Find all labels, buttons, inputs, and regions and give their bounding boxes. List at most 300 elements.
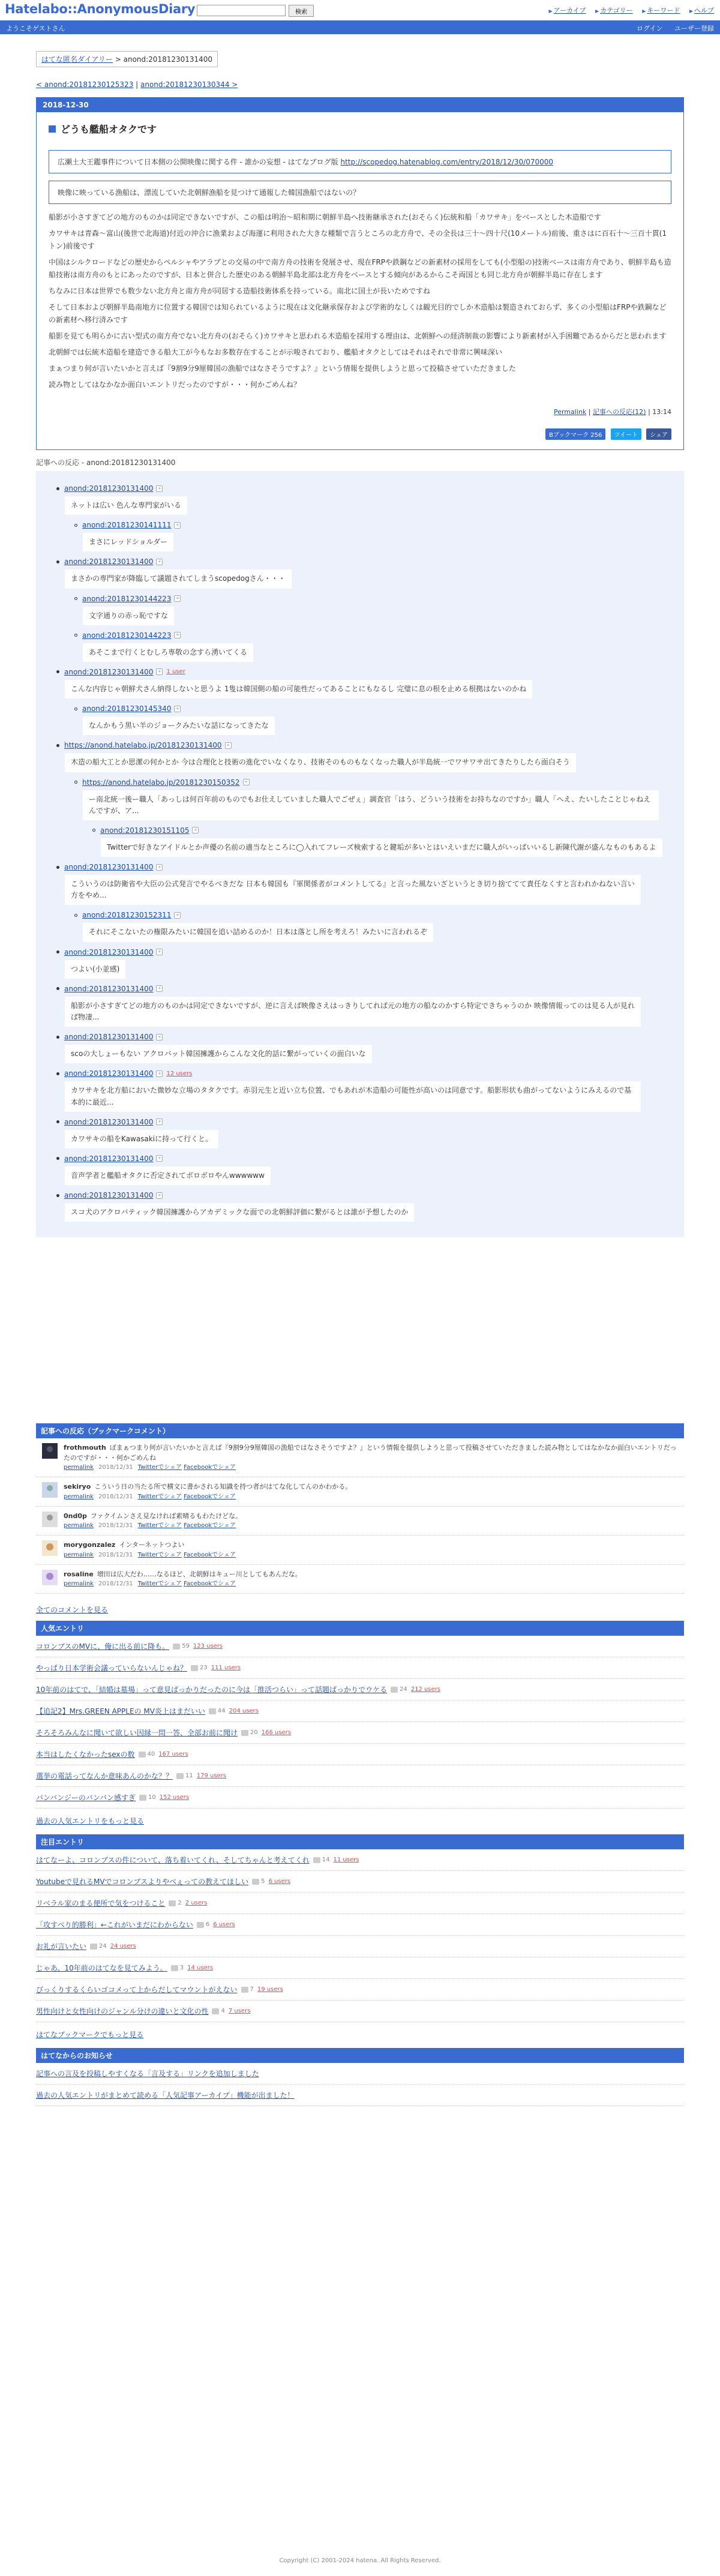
reaction-body: あそこまで行くとむしろ専敬の念すら湧いてくる [83, 643, 253, 662]
comment-icon [241, 1987, 248, 1993]
bullet-icon [56, 1072, 59, 1075]
breadcrumb [36, 51, 684, 67]
search-input[interactable] [197, 5, 286, 16]
share-twitter[interactable]: Twitterでシェア [137, 1581, 182, 1588]
reactions-link[interactable]: 記事への反応(12) [593, 408, 646, 416]
quote-box [49, 150, 671, 173]
expand-icon[interactable]: + [243, 779, 250, 785]
prev-entry-link[interactable]: < anond:20181230125323 [36, 80, 134, 89]
comment-count [169, 1900, 181, 1906]
reaction-link[interactable]: https://anond.hatelabo.jp/20181230150352 [82, 778, 240, 787]
nav-archive-label[interactable]: アーカイブ [553, 7, 586, 14]
nav-help-label[interactable]: ヘルプ [694, 7, 714, 14]
breadcrumb-box [36, 51, 218, 67]
popular-entry [36, 1765, 684, 1787]
comment-count [209, 1708, 226, 1714]
nav-category-label[interactable]: カテゴリー [600, 7, 633, 14]
reaction-item [92, 826, 672, 857]
share-facebook[interactable]: Facebookでシェア [184, 1464, 236, 1471]
comment-icon [241, 1730, 248, 1736]
bookmark-users-count[interactable]: 2 users [185, 1900, 208, 1907]
attention-entries-header: 注目エントリ [36, 1834, 684, 1849]
reaction-link[interactable]: anond:20181230144223 [82, 631, 172, 640]
popular-entry-link[interactable]: 【追記2】Mrs.GREEN APPLEの MV炎上はまだいい [36, 1707, 205, 1716]
bookmark-user[interactable]: morygonzalez [64, 1541, 116, 1549]
hatena-bookmark-button[interactable]: Bブックマーク 256 [545, 428, 605, 440]
expand-icon[interactable]: + [156, 864, 163, 871]
bookmark-users-count[interactable]: 111 users [211, 1665, 241, 1672]
attention-entry [36, 1979, 684, 2001]
share-twitter[interactable]: Twitterでシェア [137, 1493, 182, 1500]
triangle-icon: ▶ [548, 8, 553, 14]
bookmark-date: 2018/12/31 [98, 1464, 133, 1471]
popular-entry [36, 1657, 684, 1679]
register-link[interactable]: ユーザー登録 [674, 25, 714, 32]
reaction-item [56, 557, 672, 588]
entry-time: 13:14 [652, 408, 671, 416]
expand-icon[interactable]: + [156, 1070, 163, 1077]
bookmark-users-count[interactable]: 123 users [193, 1643, 223, 1650]
bookmark-users-count[interactable]: 179 users [196, 1773, 227, 1780]
reaction-body: Twitterで好きなアイドルとか声優の名前の適当なところに◯入れてフレーズ検索すると鍵垢が多いとはいえいまだに職人がいっぱいいるし新陳代謝が盛んなものもあるよ [101, 838, 662, 857]
attention-entry-link[interactable]: Youtubeで見れるMVでコロンブスよりやべぇっての教えてほしい [36, 1878, 249, 1887]
comment-count [252, 1878, 265, 1885]
comment-icon [171, 1965, 178, 1971]
reaction-link[interactable]: anond:20181230145340 [82, 704, 172, 713]
comment-count-value: 23 [200, 1665, 208, 1672]
reaction-link[interactable]: anond:20181230131400 [64, 1033, 154, 1042]
bookmark-permalink[interactable]: permalink [64, 1522, 94, 1530]
entry-paragraph: 中国はシルクロードなどの歴史からペルシャやアラブとの交易の中で南方舟の技術を発展させ、現在FRPや鉄鋼などの新素材の採用をしても(小型船の)技術ベースは南方舟であり、朝鮮半島も造船技術は南方舟のもとにあったのですが、日本と併合した歴史のある朝鮮半島北部は北方舟をベースとする傾向があるからこそ両国とも同じ北方舟が朝鮮半島に存在します [49, 258, 671, 279]
comment-count-value: 40 [147, 1751, 155, 1758]
avatar[interactable] [42, 1512, 58, 1527]
share-facebook[interactable]: Facebookでシェア [184, 1493, 236, 1500]
bookmark-users-count[interactable]: 6 users [213, 1921, 235, 1929]
comment-count-value: 20 [250, 1729, 258, 1737]
entry-title [49, 122, 671, 136]
reaction-link[interactable]: anond:20181230144223 [82, 594, 172, 603]
bookmark-text: ぼまぁつまり何が言いたいかと言えば『9割9分9厘韓国の漁船ではなさそうですよ？』という情報を提供しようと思って投稿させていただきました読み物としてはなかなか面白いエントリだったのですが・・・何かごめんね [64, 1444, 677, 1462]
title-square-icon [49, 125, 56, 133]
reaction-link[interactable]: anond:20181230131400 [64, 1069, 154, 1078]
bookmark-users-count[interactable]: 12 users [166, 1070, 193, 1077]
reaction-item [56, 741, 672, 772]
bookmark-users-count[interactable]: 1 user [166, 668, 185, 676]
expand-icon[interactable]: + [156, 1034, 163, 1040]
bullet-icon [74, 707, 77, 710]
popular-entry [36, 1722, 684, 1744]
bullet-icon [74, 597, 77, 600]
comment-count-value: 44 [217, 1708, 226, 1715]
bullet-icon [74, 634, 77, 637]
question-box [49, 181, 671, 204]
bullet-icon [56, 1157, 59, 1160]
tweet-button[interactable]: ツイート [611, 428, 642, 440]
hatena-notices-section [36, 2048, 684, 2106]
bullet-icon [92, 829, 95, 832]
bookmark-text: インターネットつよい [119, 1541, 185, 1549]
comment-count-value: 3 [179, 1965, 184, 1972]
attention-entry-link[interactable]: 「攻すべり的勝利」←これがいまだにわからない [36, 1921, 193, 1930]
entry-paragraph: 北朝鮮では伝統木造船を建造できる船大工が今もなお多数存在することが示唆されており、艦船オタクとしてはそれはそれで非常に興味深い [49, 348, 503, 356]
reaction-body: スコ犬のアクロバティック韓国擁護からアカデミックな面での北朝鮮評価に繋がるとは誰が予想したのか [65, 1203, 414, 1222]
comment-count-value: 2 [178, 1900, 182, 1907]
expand-icon[interactable]: + [174, 522, 181, 529]
entry-date: 2018-12-30 [37, 98, 683, 112]
footer-sep: | [586, 408, 593, 416]
comment-icon [313, 1857, 320, 1863]
comment-icon [173, 1644, 180, 1650]
bookmark-user[interactable]: sekiryo [64, 1483, 91, 1491]
bookmark-permalink[interactable]: permalink [64, 1493, 94, 1500]
bookmark-user[interactable]: 0nd0p [64, 1512, 87, 1520]
login-link[interactable]: ログイン [637, 25, 663, 32]
attention-entry [36, 1871, 684, 1893]
expand-icon[interactable]: + [156, 559, 163, 565]
bookmark-users-count[interactable]: 204 users [229, 1708, 259, 1715]
bookmark-users-count[interactable]: 11 users [333, 1857, 359, 1864]
reaction-item [56, 863, 672, 905]
reaction-body: こんな内容じゃ朝鮮犬さん納得しないと思うよ 1隻は韓国側の船の可能性だってあることにもなるし 完璧に息の根を止める根拠はないのかね [65, 680, 532, 698]
comment-count-value: 59 [182, 1643, 190, 1650]
comment-count [171, 1965, 184, 1971]
attention-entry [36, 2001, 684, 2022]
expand-icon[interactable]: + [174, 595, 181, 602]
reaction-item [74, 595, 672, 625]
reaction-body: まさかの専門家が降臨して議題されてしまうscopedogさん・・・ [65, 569, 292, 588]
expand-icon[interactable]: + [174, 632, 181, 638]
entry-pager [36, 80, 684, 89]
bullet-icon [74, 781, 77, 784]
comment-icon [139, 1752, 146, 1758]
triangle-icon: ▶ [595, 8, 599, 14]
reaction-link[interactable]: anond:20181230131400 [64, 484, 154, 493]
comment-icon [252, 1879, 259, 1885]
notice-link[interactable]: 過去の人気エントリがまとめて読める「人気記事アーカイブ」機能が出ました！ [36, 2091, 295, 2100]
attention-entry [36, 1957, 684, 1979]
reaction-link[interactable]: anond:20181230131400 [64, 984, 154, 993]
reaction-item [74, 778, 672, 820]
attention-entry-link[interactable]: じゃあ、10年前のはてなを見てみよう。 [36, 1964, 167, 1973]
popular-entry-link[interactable]: 選挙の電話ってなんか意味あんのかな？？ [36, 1772, 173, 1781]
comment-icon [209, 1708, 216, 1714]
attention-entry [36, 1849, 684, 1871]
triangle-icon: ▶ [642, 8, 646, 14]
more-attention-link[interactable]: はてなブックマークでもっと見る [36, 2031, 144, 2040]
reaction-body: こういうのは防衛省や大臣の公式発言でやるべきだな 日本も韓国も『軍関係者がコメントしてる』と言った風ないざというとき切り捨ててて責任なくすと言われかねない言い方をやめ... [65, 875, 641, 905]
comment-icon [191, 1665, 198, 1671]
comment-icon [391, 1687, 398, 1693]
popular-entry [36, 1679, 684, 1701]
reaction-link[interactable]: anond:20181230131400 [64, 557, 154, 566]
bullet-icon [56, 1120, 59, 1123]
next-entry-link[interactable]: anond:20181230130344 > [140, 80, 238, 89]
reactions-title: 記事への反応 - anond:20181230131400 [36, 458, 176, 467]
comment-icon [212, 2008, 219, 2014]
avatar[interactable] [42, 1443, 58, 1459]
more-popular-link[interactable]: 過去の人気エントリをもっと見る [36, 1817, 145, 1826]
entry-paragraph: ちなみに日本は世界でも数少ない北方舟と南方舟が同居する造船技術体系を持っている。南北に国土が長いためですね [49, 287, 431, 295]
comment-icon [139, 1795, 146, 1801]
popular-entry-link[interactable]: やっぱり日本学術会議っていらないんじゃね？ [36, 1664, 188, 1673]
search-button[interactable]: 検索 [289, 5, 314, 17]
attention-entries-section [36, 1834, 684, 2040]
bookmark-date: 2018/12/31 [98, 1551, 133, 1558]
popular-entry [36, 1787, 684, 1809]
comment-count [176, 1773, 193, 1779]
question-text: 映像に映っている漁船は、漂流していた北朝鮮漁船を見つけて通報した韓国漁船ではないの？ [58, 188, 361, 197]
bookmark-text: 増田は広大だわ……なるほど、北朝鮮はキュー川としてもあんだな。 [97, 1570, 302, 1578]
popular-entries-header: 人気エントリ [36, 1621, 684, 1636]
expand-icon[interactable]: + [156, 1155, 163, 1162]
reaction-body: ネットは広い 色んな専門家がいる [65, 496, 187, 515]
bookmark-text: ファクイムンさえ見なければ素晴るもわたけどな。 [90, 1512, 242, 1520]
comment-count [313, 1857, 330, 1863]
bookmark-comment [36, 1536, 684, 1565]
expand-icon[interactable]: + [156, 668, 163, 675]
expand-icon[interactable]: + [156, 985, 163, 992]
reaction-item [74, 911, 672, 941]
expand-icon[interactable]: + [156, 1192, 163, 1199]
comment-icon [176, 1773, 184, 1779]
entry-paragraph: カワサキは青森〜富山(後世で北海道)付近の沖合に漁業および海運に利用された大きな種類で言うところの北方舟で、その全長は三十〜四十尺(10メートル)前後、重さはに百石十〜三百十貫(1トン)前後です [49, 229, 667, 250]
comment-count [90, 1943, 107, 1950]
comment-count [139, 1794, 156, 1801]
top-nav [542, 5, 714, 15]
share-facebook[interactable]: Facebookでシェア [184, 1581, 236, 1588]
comment-icon [169, 1900, 176, 1906]
bookmark-users-count[interactable]: 167 users [158, 1751, 188, 1758]
reaction-item [56, 484, 672, 515]
reaction-body: ー南北統一後ー職人「あっしは何百年前のものでもお仕えしていました職人でごぜぇ」調査官「はう、どういう技術をお持ちなのですか」職人「へえ、たいしたことじゃねえんですが、ア... [83, 790, 659, 820]
bookmark-date: 2018/12/31 [98, 1581, 133, 1588]
comment-count-value: 5 [261, 1878, 265, 1885]
comment-count [391, 1686, 407, 1693]
bullet-icon [56, 1036, 59, 1039]
notice-link[interactable]: 記事への言及を投稿しやすくなる「言及する」リンクを追加しました [36, 2070, 259, 2079]
comment-count-value: 11 [185, 1773, 193, 1780]
reaction-item [56, 668, 672, 698]
comment-count [241, 1986, 254, 1993]
reaction-body: まさにレッドショルダー [83, 533, 173, 551]
attention-entry [36, 1893, 684, 1914]
reaction-link[interactable]: anond:20181230152311 [82, 911, 172, 920]
share-twitter[interactable]: Twitterでシェア [137, 1551, 182, 1558]
reaction-link[interactable]: anond:20181230131400 [64, 947, 154, 956]
account-links [627, 23, 714, 33]
breadcrumb-current: anond:20181230131400 [123, 55, 213, 64]
reaction-link[interactable]: anond:20181230131400 [64, 1154, 154, 1163]
share-twitter[interactable]: Twitterでシェア [137, 1522, 182, 1530]
comment-icon [90, 1944, 97, 1950]
comment-count-value: 24 [99, 1943, 107, 1950]
reaction-link[interactable]: anond:20181230141111 [82, 521, 172, 530]
bookmark-date: 2018/12/31 [98, 1493, 133, 1500]
reaction-item [56, 1191, 672, 1222]
popular-entry-link[interactable]: 10年前のはてで、「結婚は墓場」って意見ばっかりだったのに今は「推活つらい」って話題ばっかりでウケる [36, 1686, 388, 1695]
bookmark-user[interactable]: rosaline [64, 1570, 94, 1578]
reaction-body: なんかもう黒い羊のジョークみたいな話になってきたな [83, 716, 275, 735]
reaction-item [74, 521, 672, 551]
diary-entry [36, 97, 684, 450]
comment-count [197, 1921, 209, 1928]
bookmark-permalink[interactable]: permalink [64, 1581, 94, 1588]
quote-text: 広瀬土大王鑑事件について日本側の公開映像に関する件 - 誰かの妄想 - はてなブログ版 [58, 158, 341, 166]
reaction-link[interactable]: anond:20181230131400 [64, 667, 154, 676]
popular-entry-link[interactable]: 本当はしたくなかったsexの数 [36, 1750, 135, 1759]
bullet-icon [56, 866, 59, 869]
nav-keyword-label[interactable]: キーワード [647, 7, 680, 14]
popular-entry-link[interactable]: コロンブスのMVに、俺に出る前に降も。 [36, 1642, 170, 1651]
reaction-item [56, 1118, 672, 1148]
bullet-icon [56, 487, 59, 490]
bookmark-comment [36, 1438, 684, 1477]
share-twitter[interactable]: Twitterでシェア [137, 1464, 182, 1471]
comment-count-value: 7 [250, 1986, 254, 1993]
comment-count [191, 1665, 208, 1671]
entry-title-text: どうも艦船オタクです [61, 124, 157, 135]
reaction-thread [36, 471, 684, 1237]
comment-count-value: 14 [322, 1857, 330, 1864]
reaction-item [56, 985, 672, 1027]
avatar[interactable] [42, 1570, 58, 1585]
popular-entry-link[interactable]: そろそろみんなに聞いて欲しい因縁一問一答、全部お前に聞け [36, 1729, 238, 1738]
entry-paragraph: 読み物としてはなかなか面白いエントリだったのですが・・・何かごめんね？ [49, 380, 301, 389]
comment-count-value: 10 [148, 1794, 156, 1801]
permalink[interactable]: Permalink [554, 408, 587, 416]
breadcrumb-home[interactable]: はてな匿名ダイアリー [41, 55, 113, 64]
comment-count-value: 24 [400, 1686, 407, 1693]
attention-entry [36, 1936, 684, 1957]
bullet-icon [74, 524, 77, 527]
expand-icon[interactable]: + [225, 742, 232, 749]
bookmark-users-count[interactable]: 212 users [410, 1686, 441, 1693]
attention-entry-link[interactable]: 男性向けと女性向けのジャンル分けの違いと文化の性 [36, 2007, 209, 2016]
bookmark-comments-header: 記事への反応（ブックマークコメント） [36, 1423, 684, 1438]
bullet-icon [56, 744, 59, 747]
reaction-link[interactable]: https://anond.hatelabo.jp/20181230131400 [64, 741, 222, 750]
avatar[interactable] [42, 1482, 58, 1498]
attention-entry-link[interactable]: はてなーよ、コロンブスの件について、落ち着いてくれ、そしてちゃんと考えてくれ [36, 1856, 310, 1865]
hatena-notices-header: はてなからのお知らせ [36, 2048, 684, 2063]
nav-archive[interactable] [549, 7, 586, 14]
facebook-share-button[interactable]: シェア [646, 428, 671, 440]
reaction-body: 船影が小さすぎてどの地方のものかは同定できないですが、逆に言えば映像さえはっきりしてれば元の地方の船なのかすら特定できちゃうのか 映像情報ってのは見る人が見れば物凄... [65, 997, 641, 1027]
bookmark-permalink[interactable]: permalink [64, 1464, 94, 1471]
avatar[interactable] [42, 1540, 58, 1556]
reaction-item [56, 1033, 672, 1063]
bullet-icon [56, 1194, 59, 1197]
bookmark-date: 2018/12/31 [98, 1522, 133, 1530]
reaction-item [74, 631, 672, 662]
popular-entry-link[interactable]: バンバンジーのバンバン感すぎ [36, 1794, 136, 1803]
reaction-item [56, 1154, 672, 1185]
bookmark-users-count[interactable]: 19 users [257, 1986, 283, 1993]
quote-link[interactable]: http://scopedog.hatenablog.com/entry/2018/12/30/070000 [340, 158, 554, 166]
reaction-link[interactable]: anond:20181230131400 [64, 863, 154, 872]
share-facebook[interactable]: Facebookでシェア [184, 1551, 236, 1558]
popular-entries-section [36, 1621, 684, 1826]
reaction-body: scoの大しょーもない アクロバット韓国擁護からこんな文化的話に繋がっていくの面白いな [65, 1045, 372, 1063]
reaction-body: カワサキの船をKawasakiに持って行くと。 [65, 1130, 218, 1148]
bullet-icon [56, 560, 59, 563]
popular-entry [36, 1636, 684, 1657]
comment-count-value: 6 [205, 1921, 210, 1929]
bookmark-comments-section [36, 1423, 684, 1615]
reaction-item [74, 704, 672, 735]
bullet-icon [56, 987, 59, 990]
expand-icon[interactable]: + [156, 1118, 163, 1125]
bookmark-text: こういう日の当たる所で横文に書かされる知識を持つ者がはてな化してんのかわかる。 [94, 1483, 352, 1491]
comment-count [241, 1729, 258, 1736]
bookmark-comment [36, 1477, 684, 1507]
attention-entry-link[interactable]: お礼が言いたい [36, 1942, 87, 1951]
page-footer: Copyright (C) 2001-2024 hatena. All Rights Reserved. [279, 2557, 441, 2564]
reaction-item [56, 1069, 672, 1111]
notice-item [36, 2063, 684, 2085]
bullet-icon [56, 950, 59, 953]
reaction-body: それにそこないたの権限みたいに韓国を追い詰めるのか！日本は落とし所を考えろ！みたいに言われるぞ [83, 923, 433, 941]
site-logo[interactable]: Hatelabo::AnonymousDiary [5, 2, 196, 16]
expand-icon[interactable]: + [192, 827, 199, 833]
bookmark-users-count[interactable]: 166 users [261, 1729, 292, 1737]
expand-icon[interactable]: + [174, 912, 181, 919]
bookmark-users-count[interactable]: 24 users [110, 1943, 136, 1950]
popular-entry [36, 1744, 684, 1765]
entry-paragraph: 船影を見ても明らかに古い型式の南方舟でない北方舟の(おそらく)カワサキと思われる木造船を採用する理由は、北朝鮮への経済制裁の影響により新素材が入手困難であるからだと思われます [49, 332, 667, 340]
bookmark-user[interactable]: frothmouth [64, 1444, 106, 1452]
entry-paragraph: まぁつまり何が言いたいかと言えば『9割9分9厘韓国の漁船ではなさそうですよ？』という情報を提供しようと思って投稿させていただきました [49, 364, 516, 373]
entry-body [37, 112, 683, 449]
bookmark-permalink[interactable]: permalink [64, 1551, 94, 1558]
share-facebook[interactable]: Facebookでシェア [184, 1522, 236, 1530]
expand-icon[interactable]: + [156, 485, 163, 492]
comment-count [139, 1751, 155, 1758]
reaction-body: カワサキを北方船においた微妙な立場のタタクです。赤羽元生と近い立ち位置、でもあれが木造船の可能性が高いのは同意です。船影形状も曲がってないようにみえるので基本的に最近... [65, 1081, 641, 1111]
bookmark-comment [36, 1507, 684, 1536]
entry-paragraph: そして日本および朝鮮半島南地方に位置する韓国では知られているように現在は文化継承保存および学術的なしくは観光目的でしか木造船は製造されておらず、多くの小型船はFRPや鉄鋼などの新素材へ移行済みです [49, 303, 667, 324]
nav-keyword[interactable] [642, 7, 680, 14]
nav-category[interactable] [595, 7, 633, 14]
comment-icon [197, 1922, 204, 1928]
comment-count [212, 2008, 224, 2014]
comment-count-value: 4 [221, 2008, 225, 2015]
bookmark-users-count[interactable]: 6 users [268, 1878, 291, 1885]
bullet-icon [74, 914, 77, 917]
expand-icon[interactable]: + [174, 706, 181, 712]
attention-entry-link[interactable]: リベラル家のまる便所で気をつけること [36, 1899, 166, 1908]
reaction-link[interactable]: anond:20181230151105 [100, 826, 190, 835]
guest-greeting: ようこそゲストさん [6, 25, 65, 32]
bookmark-users-count[interactable]: 14 users [187, 1965, 214, 1972]
entry-paragraph: 船影が小さすぎてどの地方のものかは同定できないですが、この船は明治〜昭和期に朝鮮半島へ技術継承された(おそらく)伝統和船「カワサキ」をベースとした木造船です [49, 213, 601, 221]
attention-entry [36, 1914, 684, 1936]
entry-footer [49, 407, 671, 416]
expand-icon[interactable]: + [156, 949, 163, 955]
reaction-item [56, 948, 672, 979]
bookmark-users-count[interactable]: 152 users [159, 1794, 190, 1801]
reaction-body: 木造の船大工とか思潔の何かとか 今は合理化と技術の進化でいなくなり、技術そのものもなくなった職人が半島統一でワサワサ出てきたりしたら面白そう [65, 753, 576, 772]
reaction-link[interactable]: anond:20181230131400 [64, 1117, 154, 1126]
bookmark-users-count[interactable]: 7 users [228, 2008, 251, 2015]
top-bar [0, 0, 720, 20]
triangle-icon: ▶ [689, 8, 693, 14]
all-comments-link[interactable]: 全てのコメントを見る [36, 1606, 109, 1615]
attention-entry-link[interactable]: びっくりするくらいゴコメって上からだしてマウントがえない [36, 1986, 238, 1995]
bookmark-comment [36, 1565, 684, 1594]
reaction-link[interactable]: anond:20181230131400 [64, 1191, 154, 1200]
nav-help[interactable] [689, 7, 714, 14]
